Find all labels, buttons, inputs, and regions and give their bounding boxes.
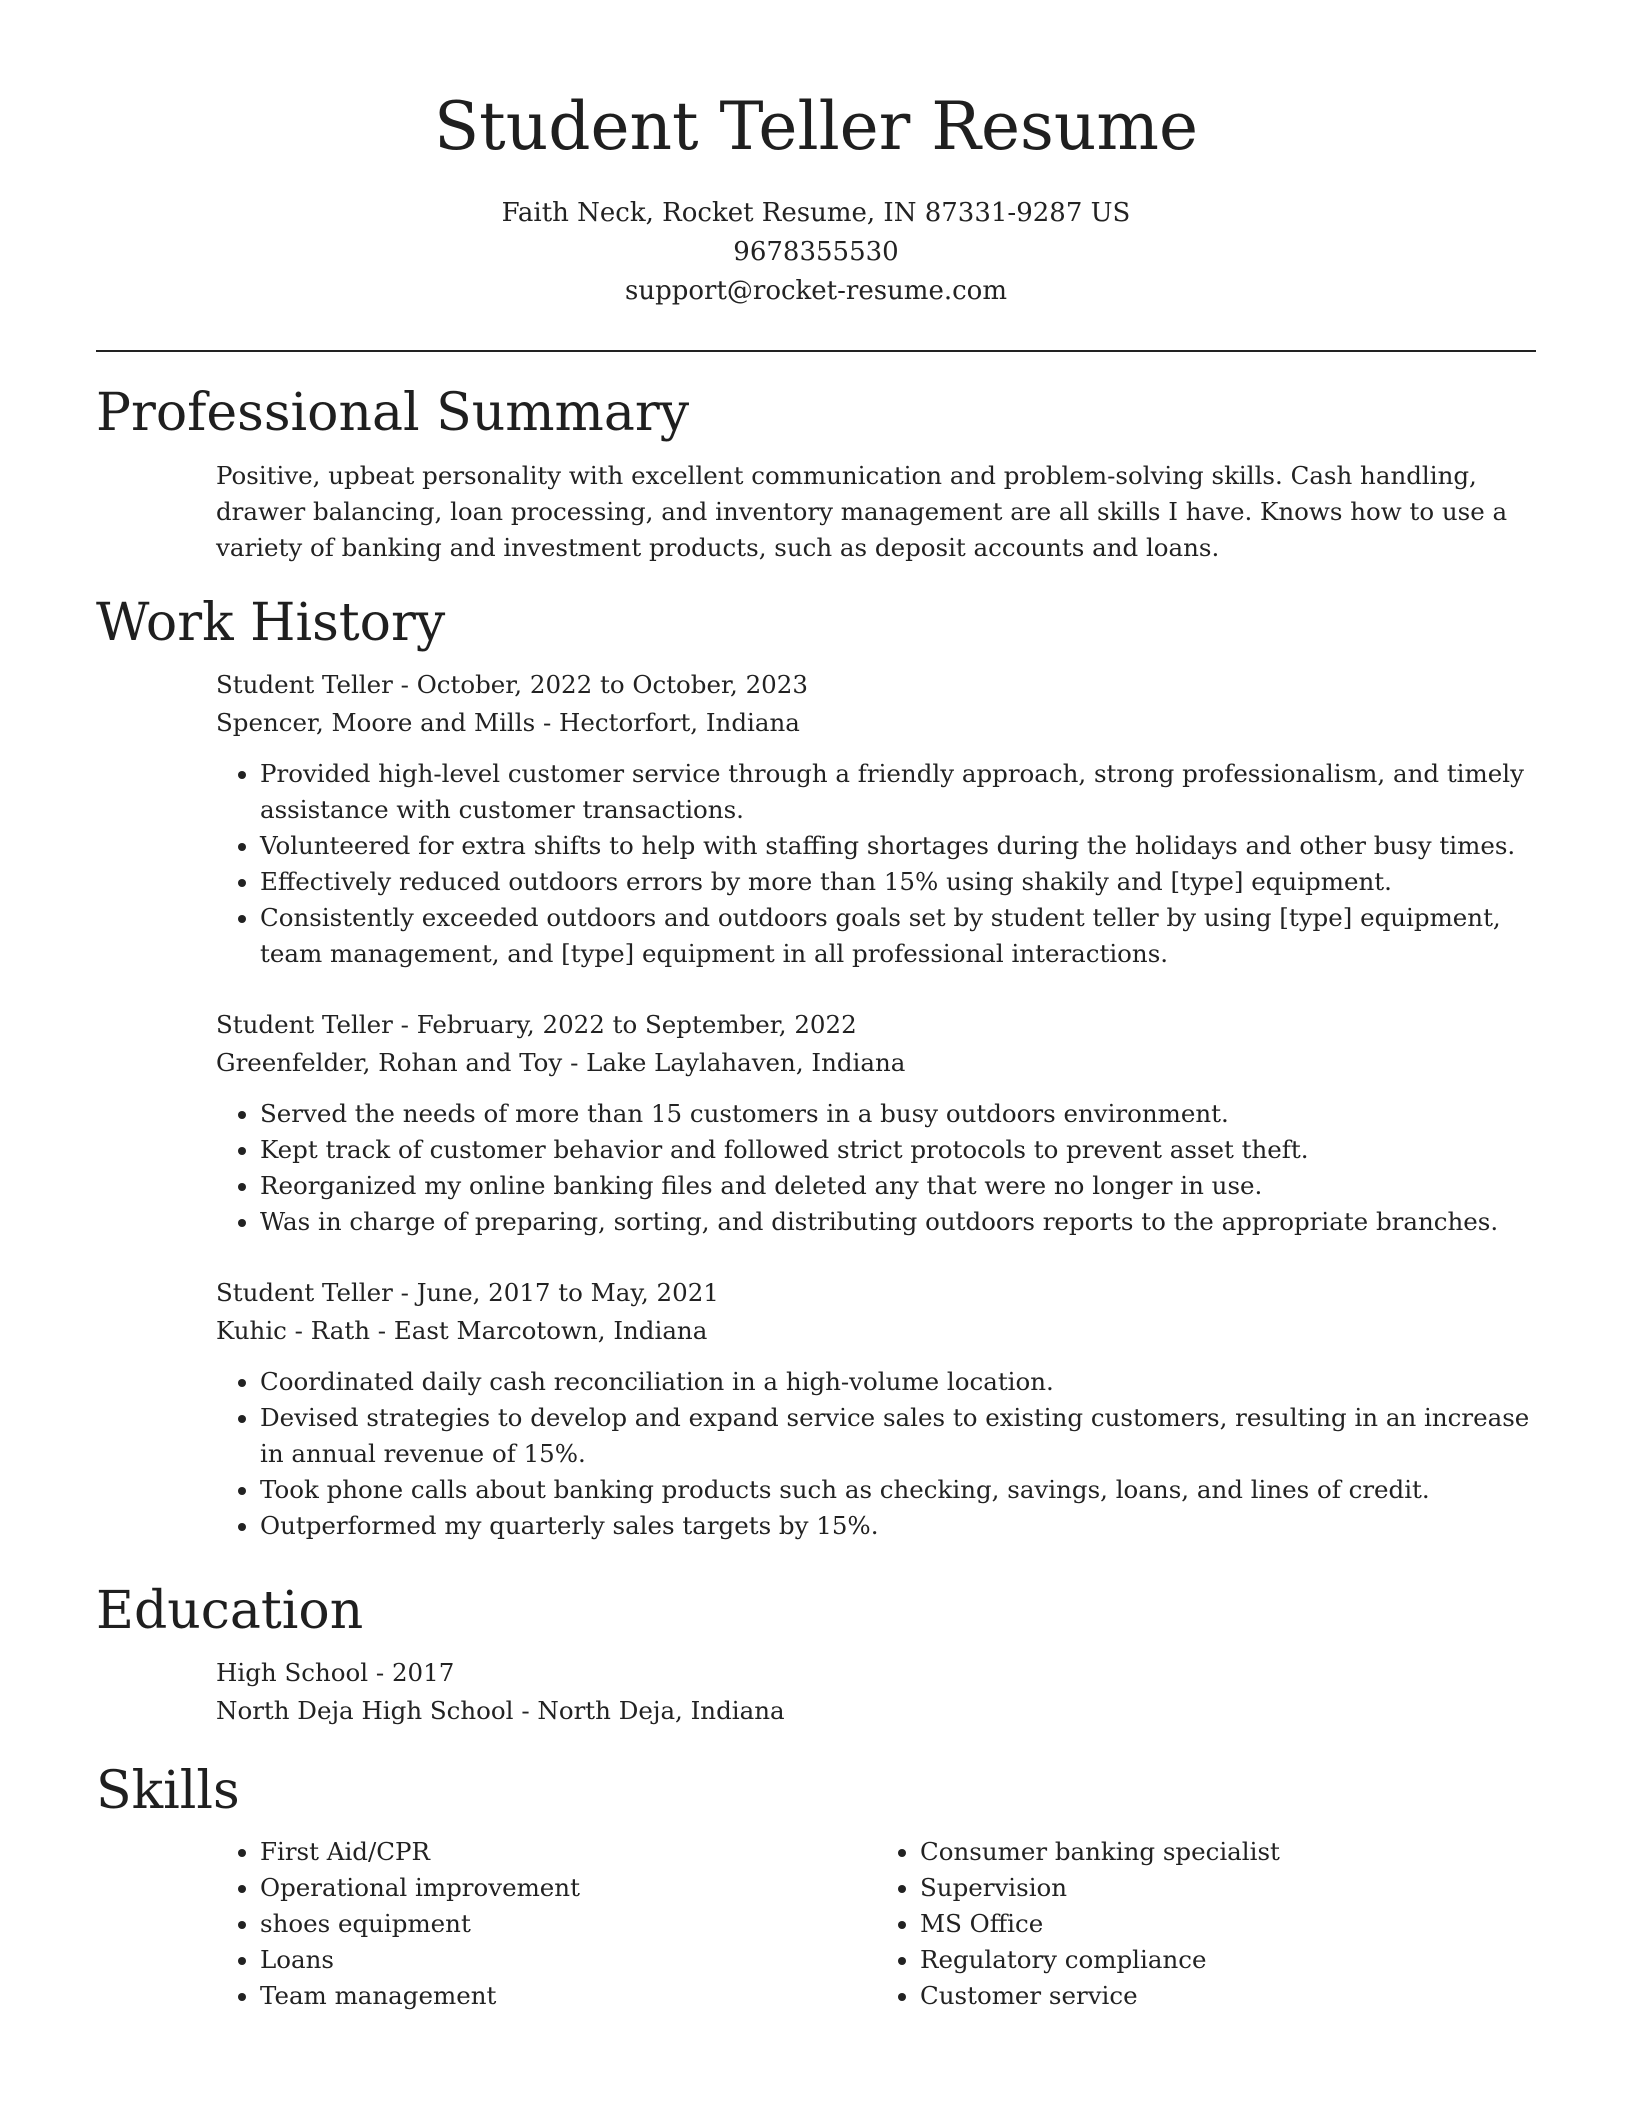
list-item: • Volunteered for extra shifts to help with staffing shortages during the holidays and other busy times.: [260, 828, 1536, 864]
list-item: • Consistently exceeded outdoors and outdoors goals set by student teller by using [type] equipment, team management, and [type] equipment in all professional interactions.: [260, 900, 1536, 972]
job-title-line: [216, 1274, 1536, 1312]
job-title-line: [216, 666, 1536, 704]
education-degree-line: [216, 1654, 1536, 1692]
header-divider: [96, 350, 1536, 352]
list-item: • Coordinated daily cash reconciliation in a high-volume location.: [260, 1364, 1536, 1400]
list-item: • Kept track of customer behavior and followed strict protocols to prevent asset theft.: [260, 1132, 1536, 1168]
work-section: [96, 588, 1536, 972]
resume-title: Student Teller Resume: [433, 88, 1199, 165]
job-dates: October, 2022 to October, 2023: [416, 670, 808, 699]
job-title: Student Teller: [216, 1278, 393, 1307]
skills-list-right: [876, 1834, 1536, 2014]
job-title: Student Teller: [216, 1010, 393, 1039]
work-heading: Work History: [96, 593, 446, 653]
job-dates: June, 2017 to May, 2021: [416, 1278, 719, 1307]
skill-item: • Customer service: [920, 1978, 1536, 2014]
job-company-line: [216, 1312, 1536, 1350]
job-location: Hectorfort, Indiana: [559, 708, 800, 737]
skill-item: • First Aid/CPR: [260, 1834, 876, 1870]
skill-item: • Consumer banking specialist: [920, 1834, 1536, 1870]
job-bullets: [216, 1364, 1536, 1544]
job-entry-3: [96, 1274, 1536, 1544]
separator: -: [369, 1316, 394, 1345]
address: Faith Neck, Rocket Resume, IN 87331-9287 US: [501, 198, 1131, 228]
job-company: Spencer, Moore and Mills: [216, 708, 536, 737]
skill-item: • Loans: [260, 1942, 876, 1978]
job-company-line: [216, 1044, 1536, 1082]
education-school-line: [216, 1692, 1536, 1730]
phone: 9678355530: [733, 237, 899, 267]
resume-page: [96, 0, 1536, 2010]
education-school: North Deja High School: [216, 1696, 514, 1725]
job-location: Lake Laylahaven, Indiana: [586, 1048, 906, 1077]
email: support@rocket-resume.com: [624, 276, 1007, 306]
job-dates: February, 2022 to September, 2022: [416, 1010, 857, 1039]
separator: -: [562, 1048, 587, 1077]
summary-section: [96, 378, 1536, 566]
list-item: • Was in charge of preparing, sorting, and distributing outdoors reports to the appropriate branches.: [260, 1204, 1536, 1240]
separator: -: [368, 1658, 392, 1687]
list-item: • Effectively reduced outdoors errors by more than 15% using shakily and [type] equipment.: [260, 864, 1536, 900]
summary-text: Positive, upbeat personality with excellent communication and problem-solving skills. Cash handling, drawer balancing, loan processing, and inventory management are all skills I have. Knows how to use a variety of banking and investment products, such as deposit accounts and loans.: [216, 461, 1508, 562]
skills-heading: Skills: [96, 1761, 240, 1821]
skill-item: • MS Office: [920, 1906, 1536, 1942]
education-section: [96, 1576, 1536, 1730]
job-company: Greenfelder, Rohan and Toy: [216, 1048, 563, 1077]
skills-list-left: [216, 1834, 876, 2014]
job-location: East Marcotown, Indiana: [393, 1316, 708, 1345]
job-company: Kuhic - Rath: [216, 1316, 370, 1345]
skill-item: • Team management: [260, 1978, 876, 2014]
separator: -: [392, 670, 417, 699]
job-entry: [216, 1006, 1536, 1240]
job-entry-2: [96, 1006, 1536, 1240]
skill-item: • Operational improvement: [260, 1870, 876, 1906]
skill-item: • shoes equipment: [260, 1906, 876, 1942]
list-item: • Provided high-level customer service through a friendly approach, strong professionalism, and timely assistance with customer transactions.: [260, 756, 1536, 828]
separator: -: [513, 1696, 538, 1725]
summary-heading: Professional Summary: [96, 383, 690, 443]
job-entry: [216, 1274, 1536, 1544]
job-title-line: [216, 1006, 1536, 1044]
job-bullets: [216, 1096, 1536, 1240]
list-item: • Reorganized my online banking files and deleted any that were no longer in use.: [260, 1168, 1536, 1204]
contact-info: [96, 194, 1536, 311]
separator: -: [392, 1278, 417, 1307]
job-title: Student Teller: [216, 670, 393, 699]
skills-section: [96, 1756, 1536, 2014]
education-year: 2017: [391, 1658, 455, 1687]
job-bullets: [216, 756, 1536, 972]
skills-columns: [216, 1826, 1536, 2014]
education-heading: Education: [96, 1581, 364, 1641]
separator: -: [392, 1010, 417, 1039]
list-item: • Served the needs of more than 15 customers in a busy outdoors environment.: [260, 1096, 1536, 1132]
list-item: • Outperformed my quarterly sales targets by 15%.: [260, 1508, 1536, 1544]
list-item: • Took phone calls about banking products such as checking, savings, loans, and lines of credit.: [260, 1472, 1536, 1508]
list-item: • Devised strategies to develop and expand service sales to existing customers, resulting in an increase in annual revenue of 15%.: [260, 1400, 1536, 1472]
education-location: North Deja, Indiana: [537, 1696, 785, 1725]
education-entry: [216, 1654, 1536, 1730]
education-degree: High School: [216, 1658, 369, 1687]
job-entry: [216, 666, 1536, 972]
skill-item: • Supervision: [920, 1870, 1536, 1906]
skill-item: • Regulatory compliance: [920, 1942, 1536, 1978]
separator: -: [535, 708, 560, 737]
job-company-line: [216, 704, 1536, 742]
